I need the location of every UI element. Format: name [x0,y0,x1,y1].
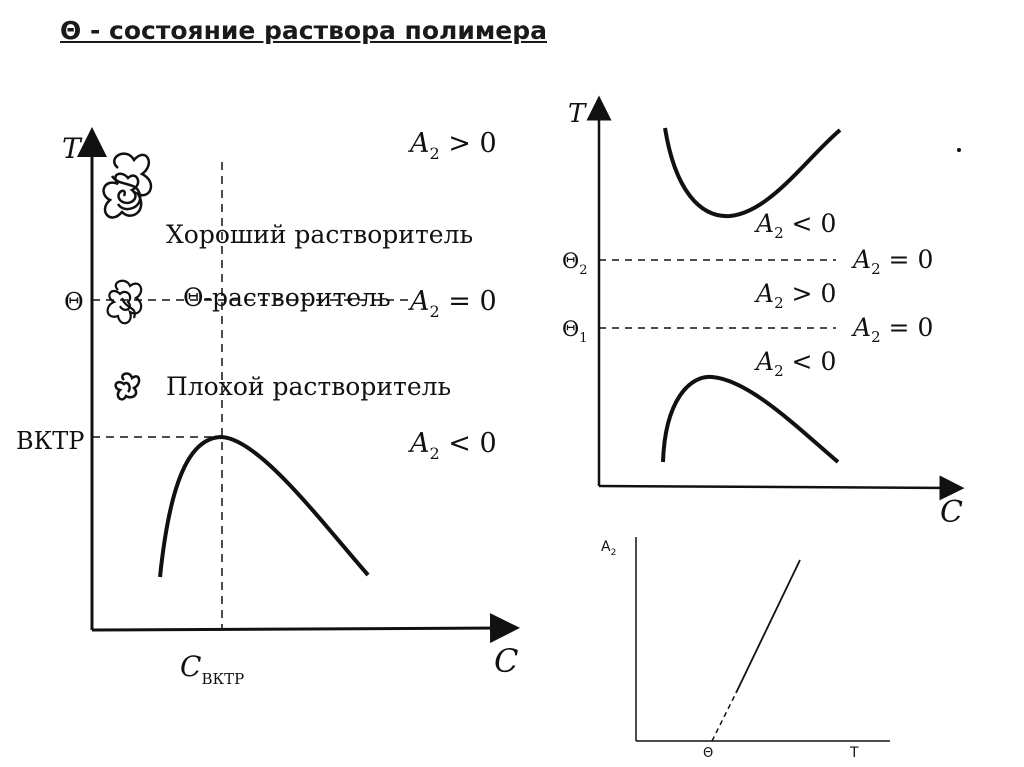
bottom-theta-tick-label: Θ [703,746,714,761]
left-binodal-curve [160,437,368,577]
good-solvent-label: Хороший растворитель [166,220,474,249]
left-x-axis [92,628,505,630]
left-a2-negative-label: $A_2 < 0$ [410,428,497,463]
right-x-axis-label: C [940,495,963,530]
right-y-axis-label: T [568,99,586,129]
c-vktr-tick-label: $C_{ВКТР}$ [180,650,245,688]
vktr-tick-label: ВКТР [16,427,85,455]
left-y-axis-label: T [62,132,81,165]
collapsed-coil-icon [116,374,139,400]
lcst-curve [663,377,838,462]
a2-vs-t-graph [601,537,890,761]
left-phase-diagram [16,128,518,688]
bottom-y-axis-label: $A_2$ [601,539,617,558]
theta1-tick-label: $\Theta_1$ [562,317,588,346]
right-x-axis [599,486,952,488]
ucst-curve [665,128,840,216]
left-a2-positive-label: $A_2 > 0$ [410,128,497,163]
a2-line-solid [736,560,800,693]
right-a2-positive-label: $A_2 > 0$ [756,279,837,312]
left-a2-zero-label: $A_2 = 0$ [410,286,497,321]
stray-mark [957,148,961,152]
expanded-coil-icon [104,154,151,218]
right-a2-neg-top-label: $A_2 < 0$ [756,209,837,242]
theta2-tick-label: $\Theta_2$ [562,249,588,278]
theta-coil-icon [108,281,142,323]
a2-line-dashed [712,693,736,741]
right-a2-zero-1-label: $A_2 = 0$ [853,313,934,346]
left-x-axis-label: C [494,642,519,680]
poor-solvent-label: Плохой растворитель [166,372,452,401]
bottom-x-axis-label: T [850,745,859,761]
theta-tick-label: Θ [64,288,84,316]
right-phase-diagram [562,99,963,530]
right-a2-neg-bottom-label: $A_2 < 0$ [756,347,837,380]
right-a2-zero-2-label: $A_2 = 0$ [853,245,934,278]
page-title: Θ - состояние раствора полимера [60,16,547,45]
theta-solvent-label: Θ-растворитель [183,283,391,312]
